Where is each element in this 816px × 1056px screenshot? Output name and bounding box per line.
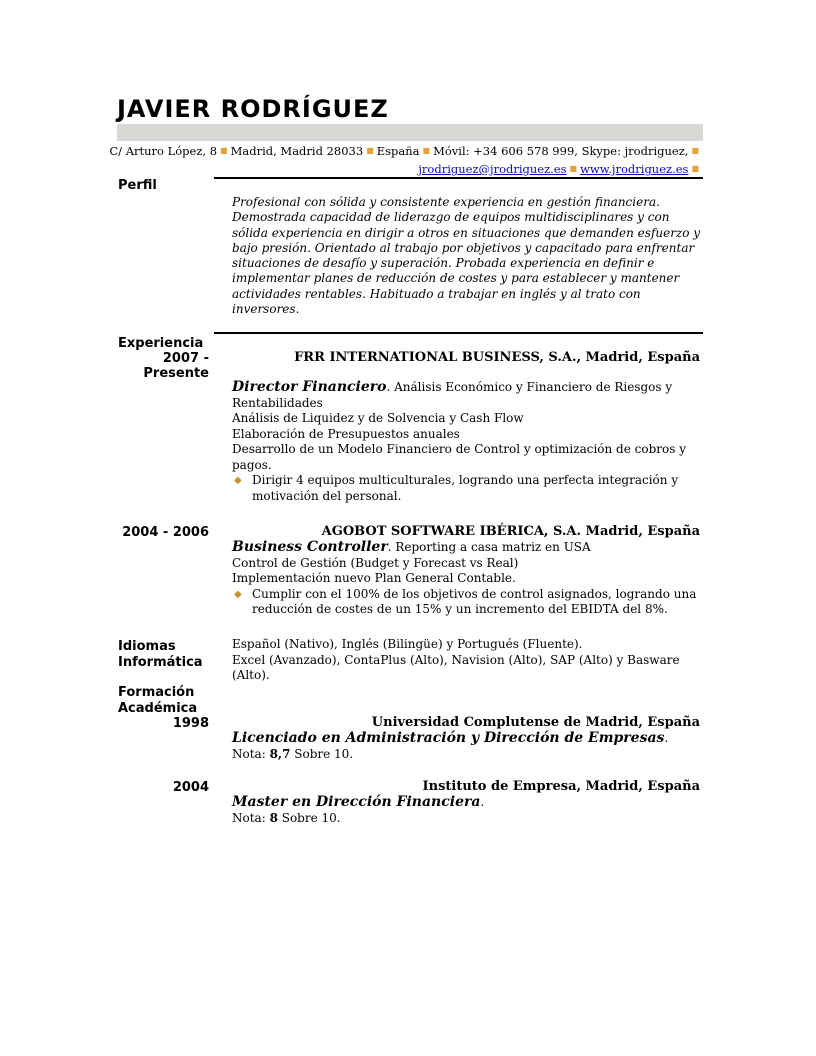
degree-title: Licenciado en Administración y Dirección de Empresas	[232, 730, 665, 746]
achievement-line: reducción de costes de un 15% y un incremento del EBIDTA del 8%.	[252, 602, 668, 616]
phone-skype: Móvil: +34 606 578 999, Skype: jrodriguez,	[433, 144, 689, 158]
grade-prefix: Nota:	[232, 810, 270, 825]
profile-line: situaciones de desafío y superación. Probada experiencia en definir e	[232, 256, 655, 271]
achievement-line: Dirigir 4 equipos multiculturales, logrando una perfecta integración y	[252, 473, 679, 487]
grade-line	[232, 811, 698, 827]
candidate-name: JAVIER RODRÍGUEZ	[117, 95, 389, 123]
achievement-line: motivación del personal.	[252, 488, 402, 503]
header-bar	[117, 124, 703, 141]
profile-line: implementar planes de reducción de costes y para establecer y mantener	[232, 271, 680, 286]
separator-icon: ■	[691, 164, 699, 173]
job-title: Director Financiero	[232, 379, 387, 395]
job-line: Rentabilidades	[232, 395, 323, 410]
grade-line	[232, 747, 698, 763]
profile-line: actividades rentables. Habituado a trabajar en inglés y al trato con	[232, 286, 641, 301]
diamond-bullet-icon: ◆	[234, 475, 242, 486]
period-start: 2007 -	[162, 351, 209, 366]
achievement-line: Cumplir con el 100% de los objetivos de control asignados, logrando una	[252, 586, 697, 601]
diamond-bullet-icon: ◆	[234, 588, 242, 600]
education-detail	[232, 731, 698, 762]
grade-suffix: Sobre 10.	[290, 746, 354, 761]
profile-line: Demostrada capacidad de liderazgo de equipos multidisciplinares y con	[232, 210, 670, 225]
contact-line-2	[418, 162, 702, 176]
school-name: Instituto de Empresa, Madrid, España	[422, 779, 700, 794]
degree-suffix: .	[480, 795, 485, 809]
separator-icon: ■	[220, 146, 228, 155]
job-line: Desarrollo de un Modelo Financiero de Control y optimización de cobros y	[232, 442, 686, 456]
separator-icon: ■	[569, 164, 578, 173]
education-year: 2004	[172, 780, 209, 795]
job-description	[232, 380, 698, 504]
address: C/ Arturo López, 8	[109, 144, 218, 158]
separator-icon: ■	[691, 146, 699, 155]
job-description	[232, 540, 698, 618]
degree-title: Master en Dirección Financiera	[232, 794, 481, 810]
school-name: Universidad Complutense de Madrid, España	[371, 715, 700, 730]
job-title-suffix: .	[387, 540, 392, 554]
section-label-profile: Perfil	[118, 178, 157, 193]
job-line-text: Reporting a casa matriz en USA	[391, 540, 591, 554]
section-label-experience: Experiencia	[118, 336, 204, 351]
email-link[interactable]: jrodriguez@jrodriguez.es	[418, 162, 567, 176]
separator-icon: ■	[422, 146, 431, 155]
grade-suffix: Sobre 10.	[277, 810, 341, 825]
achievement-item	[232, 473, 698, 504]
section-label-education-2: Académica	[118, 701, 198, 716]
city: Madrid, Madrid 28033	[230, 144, 364, 158]
skills-block	[232, 637, 698, 684]
profile-line: Profesional con sólida y consistente experiencia en gestión financiera.	[232, 195, 660, 209]
it-text: (Alto).	[232, 668, 270, 682]
contact-line-1	[109, 144, 702, 158]
job-line: Implementación nuevo Plan General Contable.	[232, 571, 516, 585]
job-line	[232, 540, 698, 556]
grade-value: 8,7	[269, 746, 291, 761]
degree-line	[232, 731, 698, 747]
job-line: pagos.	[232, 457, 272, 472]
degree-line	[232, 795, 698, 811]
section-label-education: Formación	[118, 685, 195, 700]
education-detail	[232, 795, 698, 826]
languages-text: Español (Nativo), Inglés (Bilingüe) y Portugués (Fluente).	[232, 637, 583, 651]
job-line-text: Análisis Económico y Financiero de Riesgos y	[390, 380, 673, 394]
profile-text	[232, 195, 702, 317]
job-line: Análisis de Liquidez y de Solvencia y Cash Flow	[232, 411, 524, 425]
job-line: Control de Gestión (Budget y Forecast vs Real)	[232, 555, 519, 570]
grade-prefix: Nota:	[232, 746, 270, 761]
website-link[interactable]: www.jrodriguez.es	[580, 162, 689, 176]
profile-line: bajo presión. Orientado al trabajo por objetivos y capacitado para enfrentar	[232, 240, 695, 255]
profile-line: sólida experiencia en dirigir a otros en situaciones que demanden esfuerzo y	[232, 225, 701, 240]
job-line: Elaboración de Presupuestos anuales	[232, 426, 460, 441]
it-text: Excel (Avanzado), ContaPlus (Alto), Navision (Alto), SAP (Alto) y Basware	[232, 652, 680, 667]
separator-icon: ■	[366, 146, 374, 155]
degree-suffix: .	[664, 731, 669, 745]
section-label-languages: Idiomas	[118, 639, 176, 654]
company-name: FRR INTERNATIONAL BUSINESS, S.A., Madrid, España	[294, 350, 700, 365]
job-title-suffix: .	[386, 380, 391, 394]
country: España	[376, 144, 420, 158]
company-name: AGOBOT SOFTWARE IBÉRICA, S.A. Madrid, España	[321, 524, 700, 539]
grade-value: 8	[269, 810, 278, 825]
education-year: 1998	[172, 716, 209, 731]
divider	[214, 332, 703, 334]
section-label-it: Informática	[118, 655, 203, 670]
job-line	[232, 380, 698, 396]
job-title: Business Controller	[232, 539, 388, 555]
divider	[214, 177, 703, 179]
period-end: Presente	[143, 366, 209, 381]
period: 2004 - 2006	[122, 525, 209, 540]
achievement-item	[232, 587, 698, 618]
profile-line: inversores.	[232, 302, 300, 317]
